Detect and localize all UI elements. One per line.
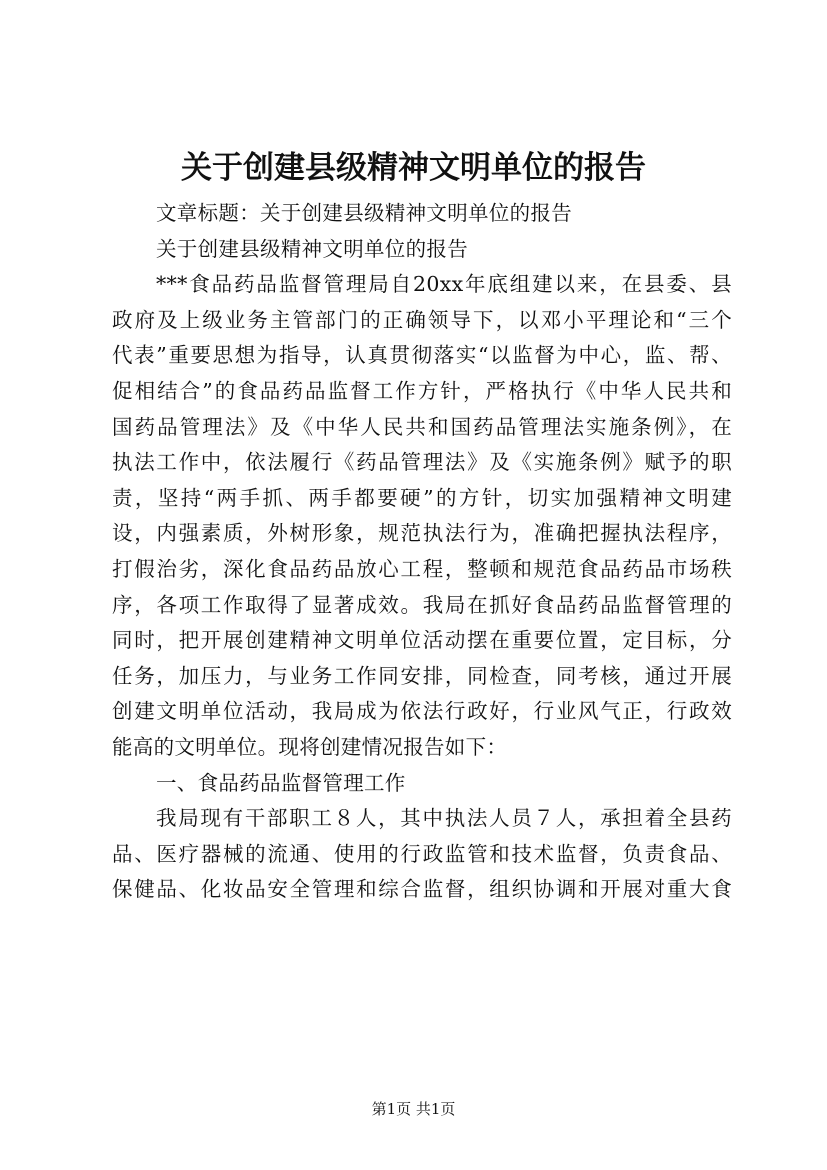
paragraph-line: 代表”重要思想为指导，认真贯彻落实“以监督为中心，监、帮、: [112, 343, 732, 368]
document-title: 关于创建县级精神文明单位的报告: [181, 150, 646, 186]
section-heading: 一、食品药品监督管理工作: [156, 770, 406, 795]
document-body: [112, 196, 732, 908]
paragraph-line: 创建文明单位活动，我局成为依法行政好，行业风气正，行政效: [112, 699, 732, 724]
paragraph-line: 序，各项工作取得了显著成效。我局在抓好食品药品监督管理的: [112, 592, 732, 617]
paragraph-line: 打假治劣，深化食品药品放心工程，整顿和规范食品药品市场秩: [112, 556, 732, 581]
paragraph-line: 国药品管理法》及《中华人民共和国药品管理法实施条例》，在: [112, 414, 732, 439]
paragraph-line: ***食品药品监督管理局自20xx年底组建以来，在县委、县: [156, 272, 732, 297]
paragraph-line: 政府及上级业务主管部门的正确领导下，以邓小平理论和“三个: [112, 307, 732, 332]
paragraph-line: 促相结合”的食品药品监督工作方针，严格执行《中华人民共和: [112, 378, 732, 403]
paragraph-line: 能高的文明单位。现将创建情况报告如下：: [112, 734, 508, 759]
report-title-line: 关于创建县级精神文明单位的报告: [156, 236, 468, 261]
paragraph-line: 执法工作中，依法履行《药品管理法》及《实施条例》赋予的职: [112, 450, 732, 475]
paragraph-line: 任务，加压力，与业务工作同安排，同检查，同考核，通过开展: [112, 663, 732, 688]
paragraph-line: 设，内强素质，外树形象，规范执法行为，准确把握执法程序，: [112, 521, 732, 546]
paragraph-line: 我局现有干部职工８人，其中执法人员７人，承担着全县药: [156, 806, 732, 831]
paragraph-line: 责，坚持“两手抓、两手都要硬”的方针，切实加强精神文明建: [112, 485, 732, 510]
paragraph-line: 同时，把开展创建精神文明单位活动摆在重要位置，定目标，分: [112, 628, 732, 653]
paragraph-line: 品、医疗器械的流通、使用的行政监管和技术监督，负责食品、: [112, 841, 732, 866]
page-footer: 第1页 共1页: [371, 1100, 456, 1118]
paragraph-line: 保健品、化妆品安全管理和综合监督，组织协调和开展对重大食: [112, 877, 732, 902]
article-title-line: 文章标题：关于创建县级精神文明单位的报告: [156, 201, 572, 225]
